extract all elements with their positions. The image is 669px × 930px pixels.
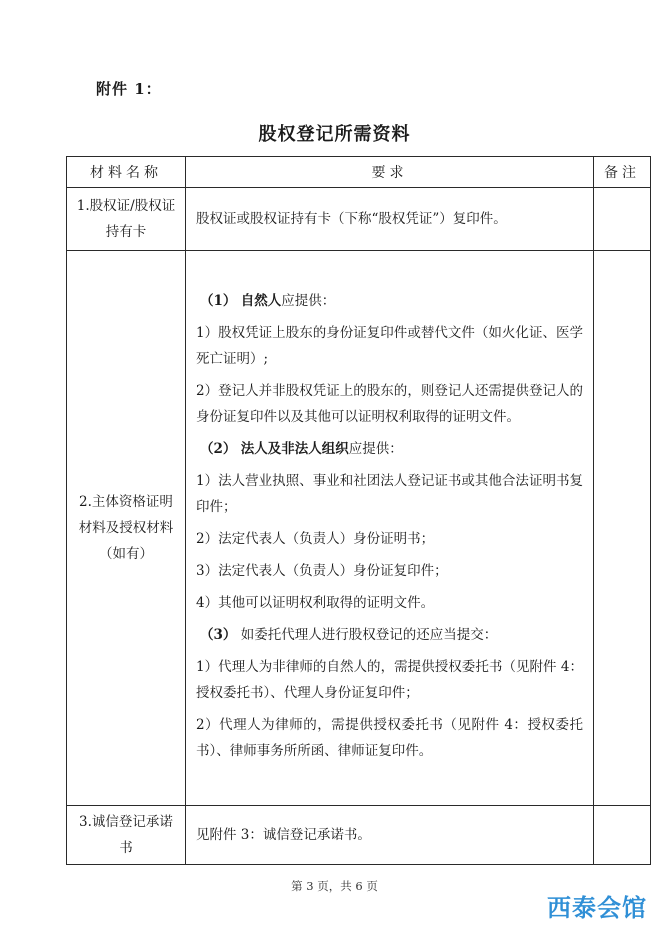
header-requirement: 要求 — [186, 157, 594, 188]
section-rest: 如委托代理人进行股权登记的还应当提交： — [240, 627, 498, 643]
section-num: （2） — [200, 441, 237, 457]
section-num: （1） — [200, 293, 237, 309]
header-material-name: 材料名称 — [67, 157, 186, 188]
requirement-item: 4）其他可以证明权利取得的证明文件。 — [196, 595, 435, 611]
section-legal-entity-heading — [196, 436, 583, 462]
document-title: 股权登记所需资料 — [258, 124, 411, 145]
row2-requirement — [186, 251, 594, 806]
requirement-item: 2）登记人并非股权凭证上的股东的，则登记人还需提供登记人的身份证复印件以及其他可以证明权利取得的证明文件。 — [196, 383, 583, 425]
section-bold: 法人及非法人组织 — [240, 441, 349, 457]
requirement-item: 1）代理人为非律师的自然人的，需提供授权委托书（见附件 4：授权委托书）、代理人身份证复印件； — [196, 659, 583, 701]
requirements-table — [66, 156, 651, 865]
header-note: 备注 — [594, 157, 651, 188]
section-agent-heading — [196, 622, 583, 648]
section-rest: 应提供： — [281, 293, 336, 309]
requirement-item: 2）法定代表人（负责人）身份证明书； — [196, 531, 435, 547]
section-natural-person-heading — [196, 288, 583, 314]
section-num: （3） — [200, 627, 237, 643]
requirement-item: 1）法人营业执照、事业和社团法人登记证书或其他合法证明书复印件； — [196, 473, 583, 515]
table-row — [67, 188, 651, 251]
requirement-item: 3）法定代表人（负责人）身份证复印件； — [196, 563, 448, 579]
table-row — [67, 251, 651, 806]
row3-material-name: 3.诚信登记承诺书 — [67, 806, 186, 865]
row2-material-name: 2.主体资格证明材料及授权材料（如有） — [67, 251, 186, 806]
row3-requirement — [186, 806, 594, 865]
watermark-logo: 西泰会馆 — [547, 894, 647, 922]
row2-note — [594, 251, 651, 806]
row1-material-name: 1.股权证/股权证持有卡 — [67, 188, 186, 251]
row1-requirement — [186, 188, 594, 251]
attachment-label: 附件 1： — [96, 80, 162, 98]
row3-requirement-text: 见附件 3：诚信登记承诺书。 — [196, 827, 371, 843]
table-header-row — [67, 157, 651, 188]
section-bold: 自然人 — [240, 293, 282, 309]
row1-note — [594, 188, 651, 251]
page-footer: 第 3 页，共 6 页 — [291, 879, 378, 893]
requirement-item: 2）代理人为律师的，需提供授权委托书（见附件 4：授权委托书）、律师事务所所函、律师证复印件。 — [196, 717, 583, 759]
section-rest: 应提供： — [348, 441, 403, 457]
requirement-item: 1）股权凭证上股东的身份证复印件或替代文件（如火化证、医学死亡证明）; — [196, 325, 583, 367]
table-row — [67, 806, 651, 865]
row1-requirement-text: 股权证或股权证持有卡（下称“股权凭证”）复印件。 — [196, 211, 507, 227]
row3-note — [594, 806, 651, 865]
